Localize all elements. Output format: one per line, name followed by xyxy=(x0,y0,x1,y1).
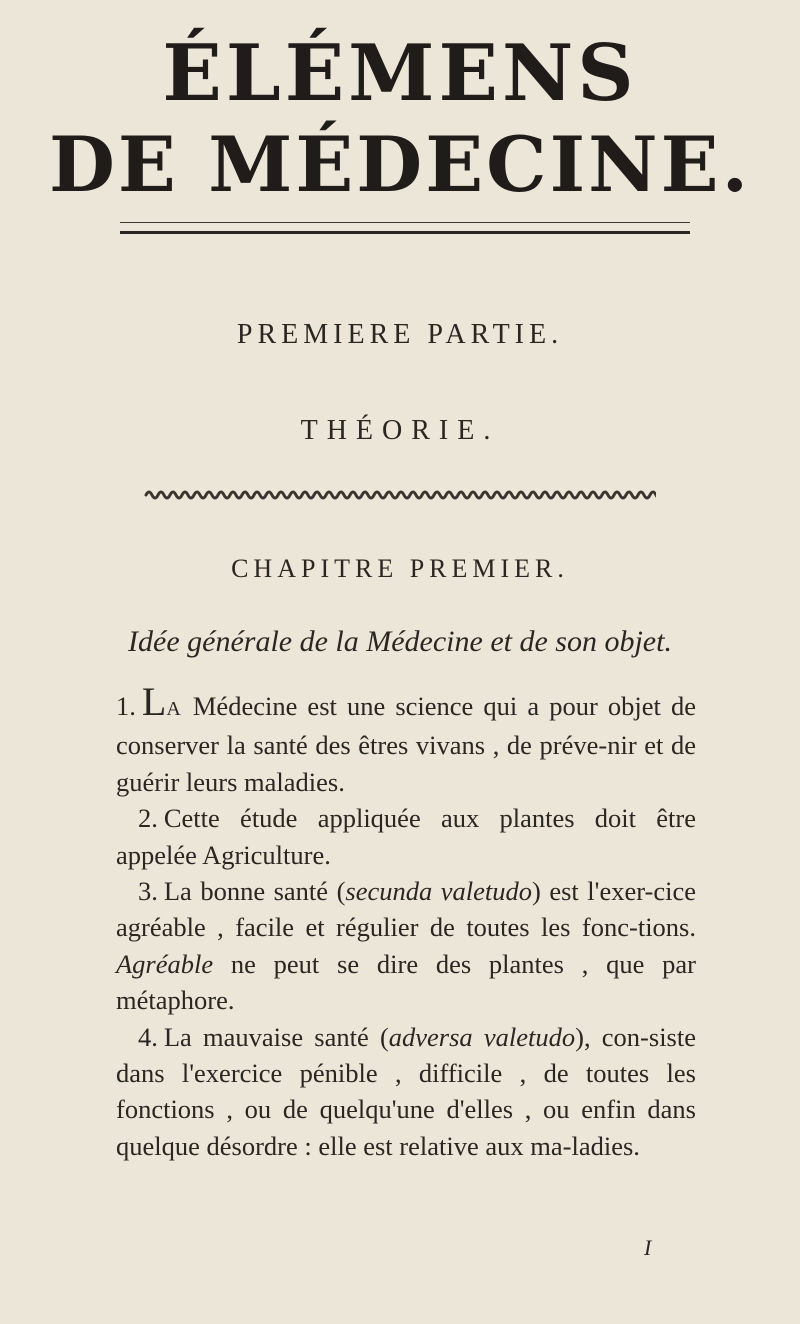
paragraph-number: 4. xyxy=(138,1021,158,1052)
title-line-2: DE MÉDECINE. xyxy=(48,120,752,209)
emphasis-term: Agréable xyxy=(116,948,214,979)
chapter-title: CHAPITRE PREMIER. xyxy=(231,554,569,583)
paragraph-2 xyxy=(116,800,696,873)
paragraph-number: 1. xyxy=(116,691,136,721)
paragraph-3 xyxy=(116,873,696,1019)
section-title: THÉORIE. xyxy=(300,415,500,446)
paragraph-number: 2. xyxy=(138,803,158,834)
paragraph-text: ), con-siste dans l'exercice pénible , difficile , de toutes les fonctions , ou de quelqu'une d'elles , ou enfin dans quelque désordre : elle est relative aux ma-ladies. xyxy=(116,1021,696,1161)
paragraph-text: Médecine est une science qui a pour objet de conserver la santé des êtres vivans , de préve-nir et de guérir leurs maladies. xyxy=(116,691,696,797)
part-title: PREMIERE PARTIE. xyxy=(236,319,564,350)
paragraph-text: ne peut se dire des plantes , que par métaphore. xyxy=(116,948,696,1016)
drop-cap: L xyxy=(141,679,167,724)
double-rule-divider xyxy=(120,222,690,234)
small-cap: A xyxy=(166,698,183,720)
paragraph-text: Cette étude appliquée aux plantes doit être appelée Agriculture. xyxy=(116,803,696,870)
paragraph-text: La bonne santé ( xyxy=(163,876,346,907)
body-text xyxy=(116,679,696,1164)
signature-mark: I xyxy=(644,1235,652,1260)
chapter-subtitle: Idée générale de la Médecine et de son objet. xyxy=(128,625,672,658)
paragraph-number: 3. xyxy=(138,876,158,907)
paragraph-text: ) est l'exer-cice agréable , facile et régulier de toutes les fonc-tions. xyxy=(116,876,696,943)
paragraph-1 xyxy=(116,679,696,800)
latin-term: secunda valetudo xyxy=(345,876,533,907)
paragraph-text: La mauvaise santé ( xyxy=(163,1021,389,1052)
wave-ornament-path xyxy=(146,492,656,498)
paragraph-4 xyxy=(116,1019,696,1165)
latin-term: adversa valetudo xyxy=(388,1021,576,1052)
wave-ornament-divider xyxy=(144,488,656,502)
title-line-1: ÉLÉMENS xyxy=(162,28,638,119)
